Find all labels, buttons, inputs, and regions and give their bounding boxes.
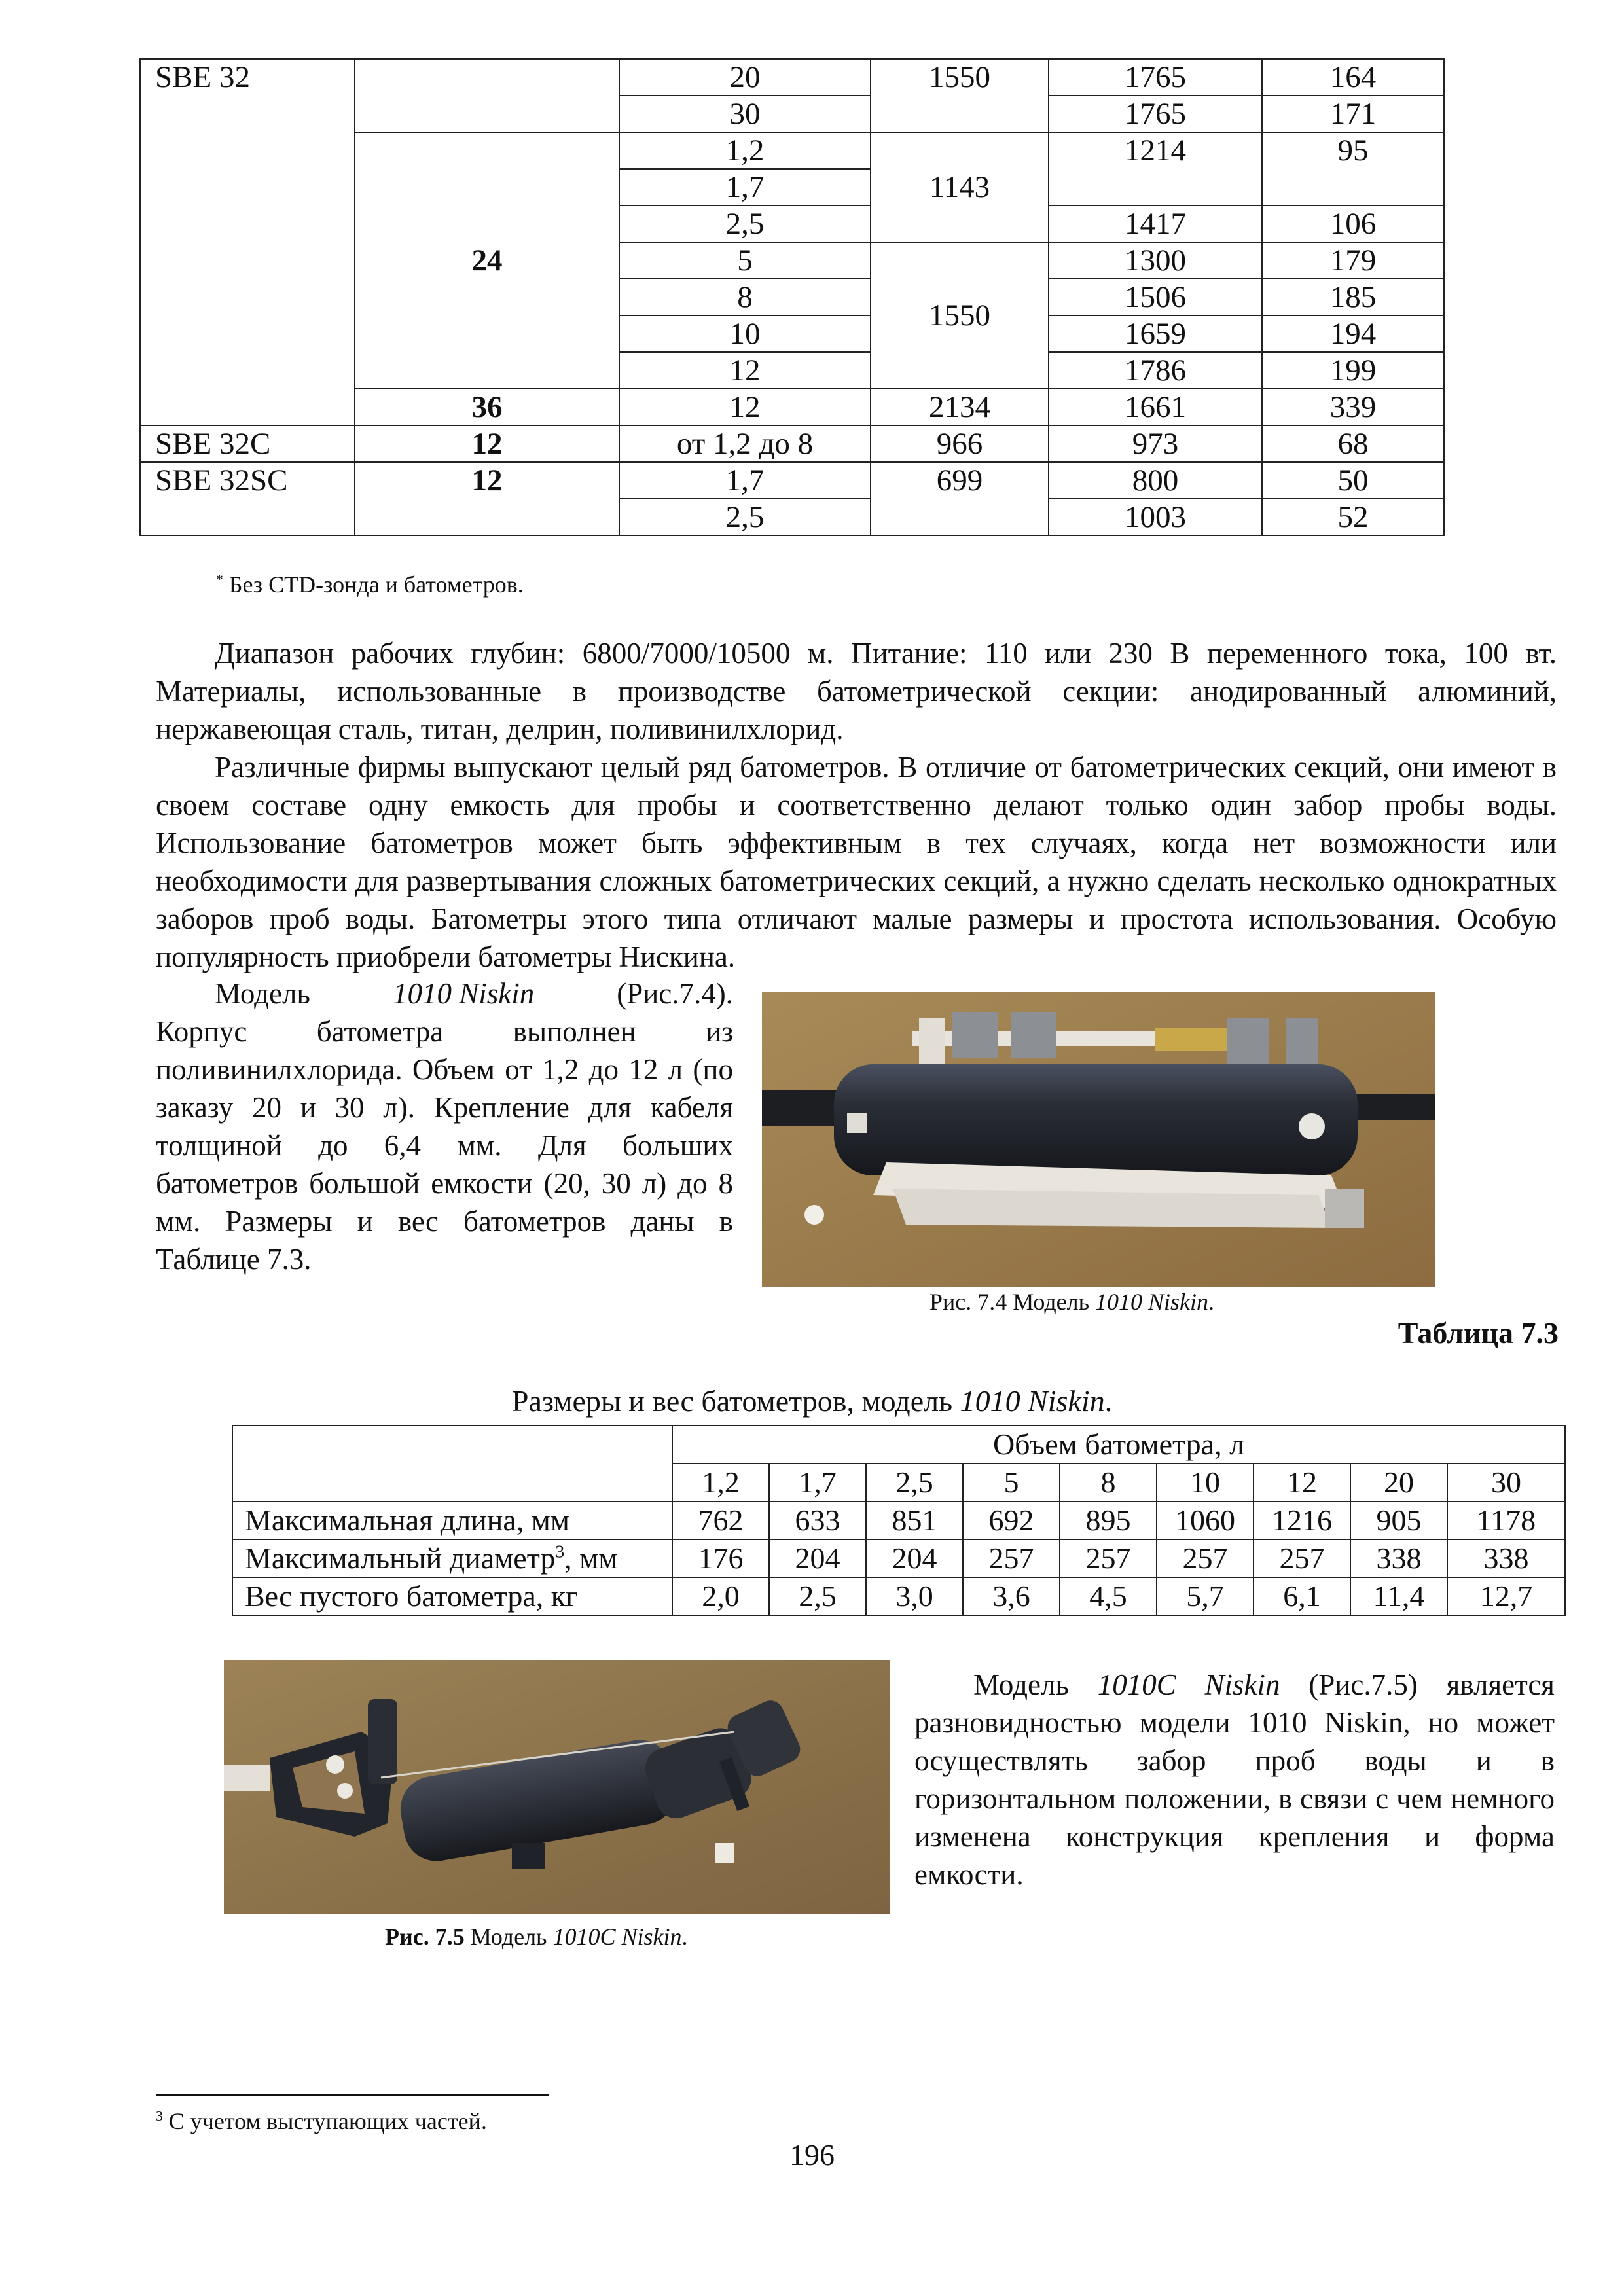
footnote-mark: * (216, 571, 223, 587)
table-cell: 338 (1350, 1539, 1447, 1577)
table-cell: 52 (1262, 499, 1444, 535)
model-cell: SBE 32 (140, 59, 355, 425)
table-row (232, 1577, 1565, 1615)
footnote-rule (156, 2094, 549, 2096)
group-header: Объем батометра, л (672, 1426, 1565, 1463)
table-cell: 1661 (1049, 389, 1262, 425)
table-cell: 2,0 (672, 1577, 769, 1615)
model-lead: Модель (973, 1668, 1069, 1701)
table-cell: 257 (1254, 1539, 1350, 1577)
paragraph: Диапазон рабочих глубин: 6800/7000/10500 м. Питание: 110 или 230 В переменного тока, 100 вт. Материалы, использованные в производстве батометрической секции: анодированный алюминий, нержавеющая сталь, титан, делрин, поливинилхлорид. (156, 637, 1557, 745)
table-cell: 339 (1262, 389, 1444, 425)
table-cell: 4,5 (1060, 1577, 1157, 1615)
caption-number: Рис. 7.5 (385, 1924, 465, 1950)
row-label-unit: , мм (564, 1541, 618, 1575)
model-name: 1010C Niskin (1097, 1668, 1280, 1701)
table-row (232, 1539, 1565, 1577)
table-cell: 12 (619, 352, 871, 389)
figure-ref: (Рис.7.4). (617, 977, 733, 1010)
model-1010c-paragraph (914, 1666, 1555, 1893)
figure-7-5-caption (385, 1923, 688, 1950)
table-cell: 1,7 (619, 462, 871, 499)
table-cell: 1,2 (619, 132, 871, 169)
model-description: Корпус батометра выполнен из поливинилхлорида. Объем от 1,2 до 12 л (по заказу 20 и 30 л). Крепление для кабеля толщиной до 6,4 мм. Для больших батометров большой емкости (20, 30 л) до 8 мм. Размеры и вес батометров даны в Таблице 7.3. (156, 1015, 733, 1276)
figure-7-4-photo (762, 992, 1435, 1287)
volume-header: 1,2 (672, 1463, 769, 1501)
table-cell: 5,7 (1157, 1577, 1254, 1615)
table-cell: 257 (963, 1539, 1060, 1577)
table-cell: 3,0 (866, 1577, 963, 1615)
row-label-text: Максимальная длина, мм (245, 1503, 570, 1537)
table-cell: 20 (619, 59, 871, 96)
table-cell: 2,5 (769, 1577, 866, 1615)
table-cell: 692 (963, 1501, 1060, 1539)
model-1010c-text (914, 1666, 1555, 1893)
footnote-text: Без CTD-зонда и батометров. (228, 571, 524, 598)
table-cell: 2,5 (619, 206, 871, 242)
sbe-table (139, 58, 1445, 536)
table-cell: 851 (866, 1501, 963, 1539)
group-cell: 24 (355, 132, 619, 389)
table-cell: 699 (871, 462, 1049, 535)
table-cell: 895 (1060, 1501, 1157, 1539)
table-cell: 1765 (1049, 96, 1262, 132)
table-cell: 12 (619, 389, 871, 425)
table-cell: 1214 (1049, 132, 1262, 206)
figure-7-5-photo (224, 1660, 890, 1914)
footnote-ref: 3 (555, 1541, 565, 1562)
footnote-mark: 3 (156, 2108, 163, 2124)
table-cell: 973 (1049, 425, 1262, 462)
table-cell: 50 (1262, 462, 1444, 499)
table-cell: 185 (1262, 279, 1444, 315)
row-label-text: Максимальный диаметр (245, 1541, 556, 1575)
table-cell: 199 (1262, 352, 1444, 389)
table-cell: 1550 (871, 242, 1049, 389)
table-cell: 194 (1262, 315, 1444, 352)
row-label (232, 1539, 672, 1577)
table-label: Таблица 7.3 (1398, 1316, 1559, 1350)
model-lead: Модель (215, 977, 310, 1010)
volume-header: 2,5 (866, 1463, 963, 1501)
footnote-text: С учетом выступающих частей. (162, 2108, 487, 2134)
table-cell: 1178 (1447, 1501, 1565, 1539)
table-cell: от 1,2 до 8 (619, 425, 871, 462)
table-cell: 30 (619, 96, 871, 132)
table-row (232, 1501, 1565, 1539)
caption-suffix: . (1208, 1289, 1215, 1315)
table-cell: 1659 (1049, 315, 1262, 352)
table-cell: 338 (1447, 1539, 1565, 1577)
table-cell: 5 (619, 242, 871, 279)
page-number: 196 (789, 2138, 835, 2172)
table-cell: 8 (619, 279, 871, 315)
table-cell: 762 (672, 1501, 769, 1539)
volume-header: 1,7 (769, 1463, 866, 1501)
paragraph: Различные фирмы выпускают целый ряд батометров. В отличие от батометрических секций, они имеют в своем составе одну емкость для пробы и соответственно делают только один забор пробы воды. Использование батометров может быть эффективным в тех случаях, когда нет возможности или необходимости для развертывания сложных батометрических секций, а нужно сделать несколько однократных заборов проб воды. Батометры этого типа отличают малые размеры и простота использования. Особую популярность приобрели батометры Нискина. (156, 751, 1557, 973)
table-cell: 1506 (1049, 279, 1262, 315)
table-cell: 95 (1262, 132, 1444, 206)
table-cell: 2,5 (619, 499, 871, 535)
model-name: 1010 Niskin (392, 977, 535, 1010)
model-cell: SBE 32SC (140, 462, 355, 535)
header-row (232, 1426, 1565, 1463)
caption-prefix: Рис. 7.4 Модель (929, 1289, 1096, 1315)
volume-header: 8 (1060, 1463, 1157, 1501)
table-cell: 6,1 (1254, 1577, 1350, 1615)
table-7-3-caption (0, 1384, 1624, 1418)
caption-model: 1010 Niskin (960, 1384, 1105, 1418)
table-cell: 3,6 (963, 1577, 1060, 1615)
table-cell: 1216 (1254, 1501, 1350, 1539)
table-cell: 1300 (1049, 242, 1262, 279)
table-cell: 1,7 (619, 169, 871, 206)
table-cell: 257 (1060, 1539, 1157, 1577)
group-cell: 12 (355, 462, 619, 535)
table-cell: 204 (769, 1539, 866, 1577)
volume-header: 10 (1157, 1463, 1254, 1501)
caption-suffix: . (681, 1924, 688, 1950)
table-cell: 633 (769, 1501, 866, 1539)
caption-model: 1010C Niskin (552, 1924, 682, 1950)
table-footnote (216, 571, 524, 598)
table-cell: 1765 (1049, 59, 1262, 96)
model-description: (Рис.7.5) является разновидностью модели 1010 Niskin, но может осуществлять забор проб воды и в горизонтальном положении, в связи с чем немного изменена конструкция крепления и форма емкости. (914, 1668, 1555, 1891)
table-cell: 1417 (1049, 206, 1262, 242)
caption-prefix: Размеры и вес батометров, модель (511, 1384, 960, 1418)
table-cell: 905 (1350, 1501, 1447, 1539)
table-cell: 68 (1262, 425, 1444, 462)
corner-cell (232, 1426, 672, 1501)
row-label-text: Вес пустого батометра, кг (245, 1579, 578, 1613)
table-cell: 106 (1262, 206, 1444, 242)
caption-suffix: . (1104, 1384, 1113, 1418)
caption-prefix: Модель (464, 1924, 553, 1950)
figure-7-4-caption (929, 1288, 1214, 1316)
table-cell: 10 (619, 315, 871, 352)
table-cell: 164 (1262, 59, 1444, 96)
table-cell: 1550 (871, 59, 1049, 132)
table-cell: 257 (1157, 1539, 1254, 1577)
group-cell (355, 59, 619, 132)
table-cell: 1143 (871, 132, 1049, 242)
model-1010-text (156, 975, 733, 1278)
table-cell: 800 (1049, 462, 1262, 499)
volume-header: 20 (1350, 1463, 1447, 1501)
table-cell: 204 (866, 1539, 963, 1577)
table-cell: 171 (1262, 96, 1444, 132)
body-text (156, 634, 1557, 976)
row-label (232, 1577, 672, 1615)
group-cell: 36 (355, 389, 619, 425)
table-cell: 1060 (1157, 1501, 1254, 1539)
footnote (156, 2108, 487, 2135)
volume-header: 30 (1447, 1463, 1565, 1501)
table-cell: 12,7 (1447, 1577, 1565, 1615)
table-cell: 1003 (1049, 499, 1262, 535)
table-cell: 2134 (871, 389, 1049, 425)
table-cell: 11,4 (1350, 1577, 1447, 1615)
table-cell: 179 (1262, 242, 1444, 279)
table-cell: 176 (672, 1539, 769, 1577)
niskin-dimensions-table (232, 1425, 1566, 1616)
table-cell: 966 (871, 425, 1049, 462)
group-cell: 12 (355, 425, 619, 462)
model-cell: SBE 32C (140, 425, 355, 462)
volume-header: 12 (1254, 1463, 1350, 1501)
row-label (232, 1501, 672, 1539)
volume-header: 5 (963, 1463, 1060, 1501)
caption-model: 1010 Niskin (1095, 1289, 1209, 1315)
table-cell: 1786 (1049, 352, 1262, 389)
